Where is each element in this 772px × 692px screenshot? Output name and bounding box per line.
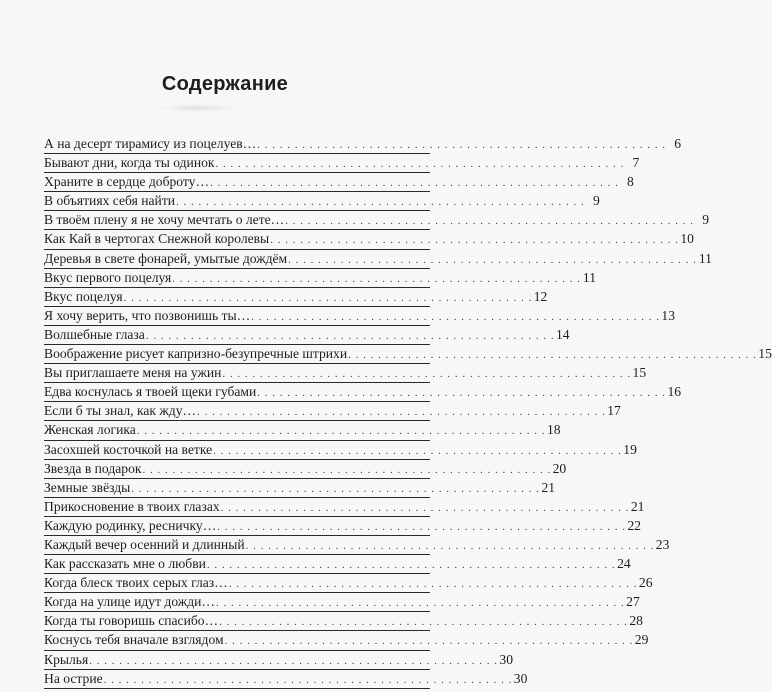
toc-entry-title: Каждую родинку, ресничку… bbox=[44, 517, 217, 533]
toc-leader-dots: . . . . . . . . . . . . . . . . . . . . . . . . . . . . . . . . . . . . . . . . . . . . . . . . . . . . . . . bbox=[270, 234, 679, 247]
toc-leader-dots: . . . . . . . . . . . . . . . . . . . . . . . . . . . . . . . . . . . . . . . . . . . . . . . . . . . . . . . bbox=[136, 425, 546, 438]
toc-page-number: 29 bbox=[634, 632, 649, 648]
toc-entry bbox=[44, 173, 634, 192]
toc-page-number: 30 bbox=[513, 670, 528, 686]
toc-leader-dots: . . . . . . . . . . . . . . . . . . . . . . . . . . . . . . . . . . . . . . . . . . . . . . . . . . . . . . . bbox=[123, 291, 533, 304]
toc-leader-dots: . . . . . . . . . . . . . . . . . . . . . . . . . . . . . . . . . . . . . . . . . . . . . . . . . . . . . . . bbox=[103, 673, 513, 686]
toc-page-number: 24 bbox=[617, 556, 631, 572]
toc-page-number: 30 bbox=[499, 651, 513, 667]
toc-leader-dots: . . . . . . . . . . . . . . . . . . . . . . . . . . . . . . . . . . . . . . . . . . . . . . . . . . . . . . . bbox=[172, 272, 581, 285]
toc-entry-title: Бывают дни, когда ты одинок bbox=[44, 155, 215, 171]
toc-entry-title: Вкус поцелуя bbox=[44, 288, 123, 304]
toc-entry bbox=[44, 441, 637, 460]
toc-entry-title: Воображение рисует капризно-безупречные штрихи bbox=[44, 346, 348, 362]
toc-page-number: 26 bbox=[638, 575, 653, 591]
toc-page-number: 10 bbox=[680, 231, 694, 247]
toc-page-number: 9 bbox=[702, 212, 710, 228]
toc-leader-dots: . . . . . . . . . . . . . . . . . . . . . . . . . . . . . . . . . . . . . . . . . . . . . . . . . . . . . . . bbox=[348, 349, 757, 362]
toc-leader-dots: . . . . . . . . . . . . . . . . . . . . . . . . . . . . . . . . . . . . . . . . . . . . . . . . . . . . . . . bbox=[222, 368, 632, 381]
toc-leader-dots: . . . . . . . . . . . . . . . . . . . . . . . . . . . . . . . . . . . . . . . . . . . . . . . . . . . . . . . bbox=[228, 578, 638, 591]
toc-page-number: 15 bbox=[758, 346, 772, 362]
toc-entry bbox=[44, 555, 631, 574]
toc-entry bbox=[44, 326, 570, 345]
toc-entry-title: Едва коснулась я твоей щеки губами bbox=[44, 384, 257, 400]
toc-entry-title: Как Кай в чертогах Снежной королевы bbox=[44, 231, 270, 247]
toc-entry bbox=[44, 364, 647, 383]
toc-leader-dots: . . . . . . . . . . . . . . . . . . . . . . . . . . . . . . . . . . . . . . . . . . . . . . . . . . . . . . . bbox=[142, 463, 552, 476]
toc-page-number: 6 bbox=[674, 136, 681, 151]
toc-entry-title: Звезда в подарок bbox=[44, 460, 142, 476]
toc-entry-title: Когда ты говоришь спасибо… bbox=[44, 613, 219, 629]
toc-entry bbox=[44, 288, 548, 307]
toc-entry bbox=[44, 517, 642, 536]
toc-page-number: 18 bbox=[546, 422, 561, 438]
toc-leader-dots: . . . . . . . . . . . . . . . . . . . . . . . . . . . . . . . . . . . . . . . . . . . . . . . . . . . . . . . bbox=[245, 539, 655, 552]
toc-page-number: 11 bbox=[582, 269, 596, 285]
toc-page-number: 9 bbox=[593, 193, 600, 209]
toc-entry-title: Засохшей косточкой на ветке bbox=[44, 441, 213, 457]
toc-leader-dots: . . . . . . . . . . . . . . . . . . . . . . . . . . . . . . . . . . . . . . . . . . . . . . . . . . . . . . . bbox=[288, 253, 697, 266]
toc-entry-title: Коснусь тебя вначале взглядом bbox=[44, 632, 224, 648]
toc-entry-title: Храните в сердце доброту… bbox=[44, 174, 210, 190]
toc-page-number: 23 bbox=[655, 536, 670, 552]
toc-page-number: 12 bbox=[533, 288, 548, 304]
toc-page-number: 11 bbox=[698, 250, 712, 266]
toc-page-number: 22 bbox=[627, 517, 642, 533]
toc-entry bbox=[44, 383, 682, 402]
toc-leader-dots: . . . . . . . . . . . . . . . . . . . . . . . . . . . . . . . . . . . . . . . . . . . . . . . . . . . . . . . bbox=[224, 635, 634, 648]
toc-leader-dots: . . . . . . . . . . . . . . . . . . . . . . . . . . . . . . . . . . . . . . . . . . . . . . . . . . . . . . . bbox=[257, 139, 666, 151]
toc-entry-title: Волшебные глаза bbox=[44, 326, 145, 342]
toc-entry-title: Когда блеск твоих серых глаз… bbox=[44, 575, 228, 591]
toc-leader-dots: . . . . . . . . . . . . . . . . . . . . . . . . . . . . . . . . . . . . . . . . . . . . . . . . . . . . . . . bbox=[213, 444, 622, 457]
toc-entry-title: Когда на улице идут дожди… bbox=[44, 594, 215, 610]
toc-entry bbox=[44, 211, 710, 230]
toc-entry bbox=[44, 154, 640, 173]
toc-entry bbox=[44, 460, 567, 479]
toc-page-number: 21 bbox=[541, 479, 556, 495]
toc-entry bbox=[44, 631, 649, 650]
toc-page-number: 7 bbox=[632, 155, 640, 171]
print-smudge bbox=[158, 104, 238, 112]
toc-entry-title: В твоём плену я не хочу мечтать о лете… bbox=[44, 212, 285, 228]
toc-leader-dots: . . . . . . . . . . . . . . . . . . . . . . . . . . . . . . . . . . . . . . . . . . . . . . . . . . . . . . . bbox=[197, 406, 606, 419]
page-title: Содержание bbox=[161, 73, 289, 95]
toc-entry bbox=[44, 612, 643, 631]
toc-entry-title: Земные звёзды bbox=[44, 479, 131, 495]
toc-entry bbox=[44, 230, 694, 249]
toc-page-number: 16 bbox=[667, 384, 682, 400]
toc-entry-title: В объятиях себя найти bbox=[44, 193, 176, 209]
toc-leader-dots: . . . . . . . . . . . . . . . . . . . . . . . . . . . . . . . . . . . . . . . . . . . . . . . . . . . . . . . bbox=[219, 616, 628, 629]
table-of-contents bbox=[44, 135, 772, 689]
toc-entry bbox=[44, 421, 561, 440]
toc-leader-dots: . . . . . . . . . . . . . . . . . . . . . . . . . . . . . . . . . . . . . . . . . . . . . . . . . . . . . . . bbox=[257, 387, 667, 400]
toc-page-number: 8 bbox=[627, 174, 634, 190]
toc-entry-title: Каждый вечер осенний и длинный bbox=[44, 536, 245, 552]
toc-entry bbox=[44, 345, 772, 364]
toc-entry-title: Вы приглашаете меня на ужин bbox=[44, 365, 222, 381]
toc-leader-dots: . . . . . . . . . . . . . . . . . . . . . . . . . . . . . . . . . . . . . . . . . . . . . . . . . . . . . . . bbox=[217, 520, 627, 533]
toc-entry-title: Вкус первого поцелуя bbox=[44, 269, 172, 285]
toc-entry-title: Крылья bbox=[44, 651, 89, 667]
toc-leader-dots: . . . . . . . . . . . . . . . . . . . . . . . . . . . . . . . . . . . . . . . . . . . . . . . . . . . . . . . bbox=[215, 158, 625, 171]
toc-page-number: 21 bbox=[630, 498, 645, 514]
toc-leader-dots: . . . . . . . . . . . . . . . . . . . . . . . . . . . . . . . . . . . . . . . . . . . . . . . . . . . . . . . bbox=[210, 177, 619, 190]
toc-leader-dots: . . . . . . . . . . . . . . . . . . . . . . . . . . . . . . . . . . . . . . . . . . . . . . . . . . . . . . . bbox=[176, 196, 585, 209]
toc-entry bbox=[44, 670, 528, 689]
toc-page-number: 17 bbox=[607, 403, 621, 419]
toc-entry bbox=[44, 498, 645, 517]
toc-entry-title: На острие bbox=[44, 670, 103, 686]
toc-page-number: 14 bbox=[556, 326, 570, 342]
toc-leader-dots: . . . . . . . . . . . . . . . . . . . . . . . . . . . . . . . . . . . . . . . . . . . . . . . . . . . . . . . bbox=[285, 215, 695, 228]
toc-entry bbox=[44, 536, 670, 555]
toc-leader-dots: . . . . . . . . . . . . . . . . . . . . . . . . . . . . . . . . . . . . . . . . . . . . . . . . . . . . . . . bbox=[89, 654, 498, 667]
toc-leader-dots: . . . . . . . . . . . . . . . . . . . . . . . . . . . . . . . . . . . . . . . . . . . . . . . . . . . . . . . bbox=[215, 597, 625, 610]
toc-entry-title: Если б ты знал, как жду… bbox=[44, 403, 197, 419]
toc-leader-dots: . . . . . . . . . . . . . . . . . . . . . . . . . . . . . . . . . . . . . . . . . . . . . . . . . . . . . . . bbox=[206, 559, 616, 572]
toc-page-number: 27 bbox=[626, 594, 640, 610]
toc-entry-title: Я хочу верить, что позвонишь ты… bbox=[44, 307, 251, 323]
toc-page-number: 13 bbox=[661, 307, 675, 323]
toc-entry bbox=[44, 135, 681, 154]
toc-page-number: 28 bbox=[629, 613, 643, 629]
toc-entry bbox=[44, 651, 513, 670]
toc-entry-title: А на десерт тирамису из поцелуев… bbox=[44, 136, 257, 151]
toc-entry-title: Деревья в свете фонарей, умытые дождём bbox=[44, 250, 288, 266]
toc-entry-title: Как рассказать мне о любви bbox=[44, 556, 206, 572]
toc-page-number: 19 bbox=[623, 441, 637, 457]
toc-entry bbox=[44, 192, 600, 211]
toc-leader-dots: . . . . . . . . . . . . . . . . . . . . . . . . . . . . . . . . . . . . . . . . . . . . . . . . . . . . . . . bbox=[220, 501, 630, 514]
toc-leader-dots: . . . . . . . . . . . . . . . . . . . . . . . . . . . . . . . . . . . . . . . . . . . . . . . . . . . . . . . bbox=[131, 482, 541, 495]
toc-entry bbox=[44, 593, 640, 612]
toc-leader-dots: . . . . . . . . . . . . . . . . . . . . . . . . . . . . . . . . . . . . . . . . . . . . . . . . . . . . . . . bbox=[251, 310, 660, 323]
toc-entry bbox=[44, 269, 596, 288]
toc-entry bbox=[44, 250, 712, 269]
toc-entry bbox=[44, 307, 675, 326]
toc-entry bbox=[44, 574, 653, 593]
toc-entry-title: Прикосновение в твоих глазах bbox=[44, 498, 220, 514]
toc-page-number: 15 bbox=[632, 365, 647, 381]
toc-page-number: 20 bbox=[552, 460, 567, 476]
toc-entry-title: Женская логика bbox=[44, 422, 136, 438]
toc-entry bbox=[44, 402, 621, 421]
toc-entry bbox=[44, 479, 556, 498]
toc-leader-dots: . . . . . . . . . . . . . . . . . . . . . . . . . . . . . . . . . . . . . . . . . . . . . . . . . . . . . . . bbox=[145, 329, 555, 342]
